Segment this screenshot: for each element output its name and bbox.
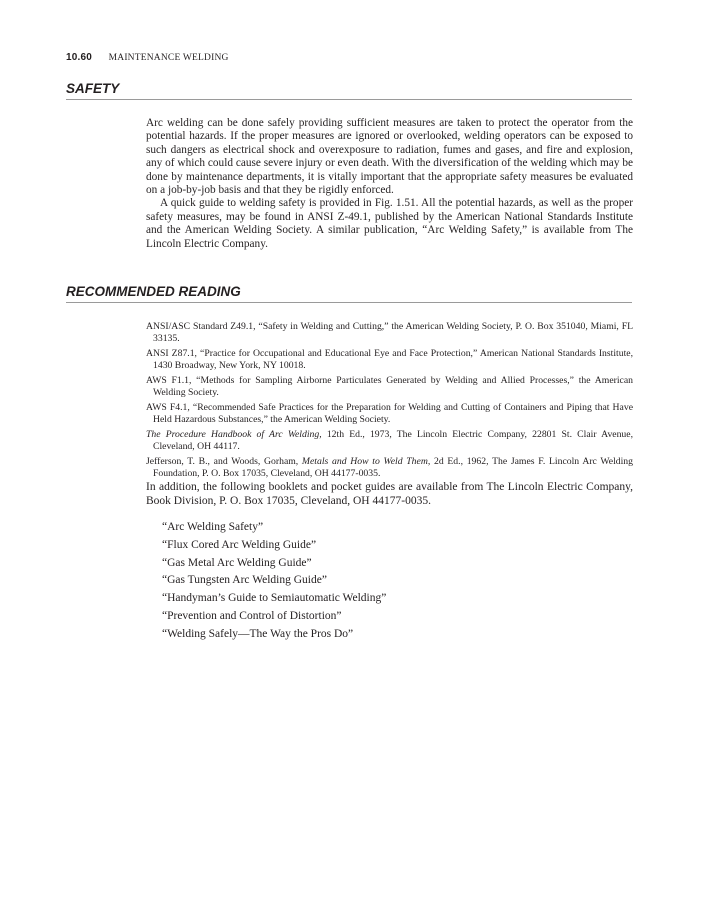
reference-item: Jefferson, T. B., and Woods, Gorham, Metals and How to Weld Them, 2d Ed., 1962, The James F. Lincoln Arc Welding Foundation, P. O. Box 17035, Cleveland, OH 44177-0035. — [146, 456, 633, 480]
running-title: MAINTENANCE WELDING — [108, 53, 229, 63]
page-number: 10.60 — [66, 52, 93, 63]
guide-item: “Gas Tungsten Arc Welding Guide” — [162, 574, 327, 587]
safety-paragraph: A quick guide to welding safety is provided in Fig. 1.51. All the potential hazards, as well as the proper safety measures, may be found in ANSI Z-49.1, published by the American National Standards Institute and the American Welding Society. A similar publication, “Arc Welding Safety,” is available from The Lincoln Electric Company. — [146, 197, 633, 250]
guide-item: “Prevention and Control of Distortion” — [162, 609, 342, 622]
safety-body — [146, 117, 633, 251]
reference-item: ANSI Z87.1, “Practice for Occupational and Educational Eye and Face Protection,” American National Standards Institute, 1430 Broadway, New York, NY 10018. — [146, 348, 633, 372]
guide-list — [162, 519, 386, 644]
recommended-reading-heading: RECOMMENDED READING — [66, 284, 632, 303]
reference-item: AWS F1.1, “Methods for Sampling Airborne Particulates Generated by Welding and Allied Processes,” the American Welding Society. — [146, 375, 633, 399]
guide-item: “Flux Cored Arc Welding Guide” — [162, 538, 317, 551]
guide-item: “Handyman’s Guide to Semiautomatic Welding” — [162, 592, 387, 605]
running-head — [66, 52, 229, 63]
guide-item: “Gas Metal Arc Welding Guide” — [162, 556, 312, 569]
guide-item: “Welding Safely—The Way the Pros Do” — [162, 627, 354, 640]
safety-heading: SAFETY — [66, 81, 632, 100]
safety-paragraph: Arc welding can be done safely providing sufficient measures are taken to protect the operator from the potential hazards. If the proper measures are ignored or overlooked, welding operators can be exposed to such dangers as electrical shock and overexposure to radiation, fumes and gases, and fire and explosion, any of which could cause severe injury or even death. With the diversification of the welding which may be done by maintenance departments, it is vitally important that the appropriate safety measures be evaluated on a job-by-job basis and that they be rigidly enforced. — [146, 117, 633, 197]
reference-list — [146, 321, 633, 483]
reference-item: ANSI/ASC Standard Z49.1, “Safety in Welding and Cutting,” the American Welding Society, P. O. Box 351040, Miami, FL 33135. — [146, 321, 633, 345]
guide-item: “Arc Welding Safety” — [162, 521, 264, 533]
booklets-intro: In addition, the following booklets and pocket guides are available from The Lincoln Electric Company, Book Division, P. O. Box 17035, Cleveland, OH 44177-0035. — [146, 481, 633, 507]
reference-item: AWS F4.1, “Recommended Safe Practices for the Preparation for Welding and Cutting of Containers and Piping that Have Held Hazardous Substances,” the American Welding Society. — [146, 402, 633, 426]
reference-item: The Procedure Handbook of Arc Welding, 12th Ed., 1973, The Lincoln Electric Company, 22801 St. Clair Avenue, Cleveland, OH 44117. — [146, 429, 633, 453]
